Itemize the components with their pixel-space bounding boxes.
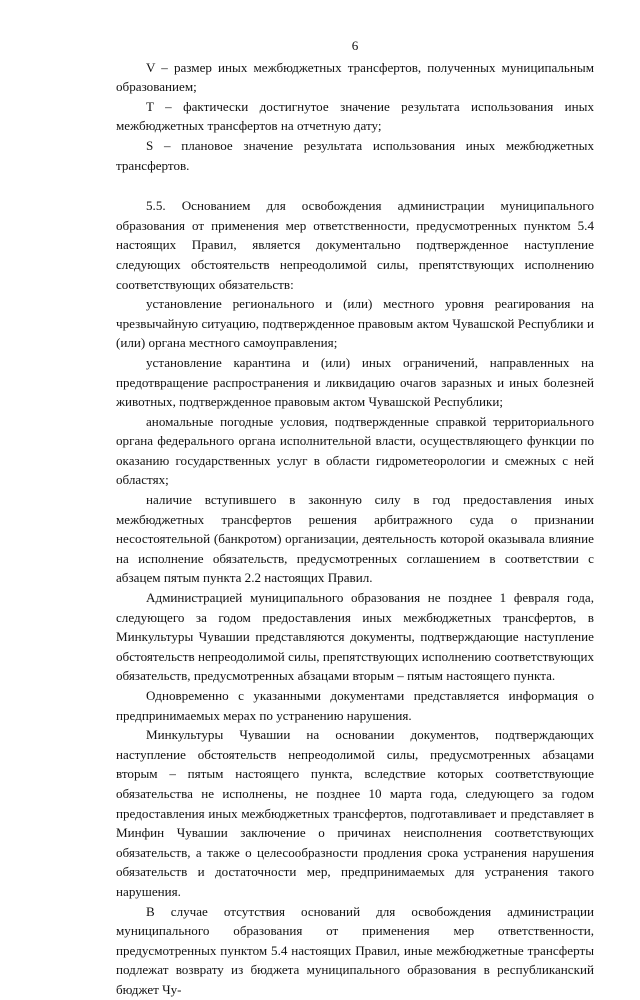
paragraph-ministry-conclusion: Минкультуры Чувашии на основании документов, подтверждающих наступление обстоятельств непреодолимой силы, предусмотренных абзацами вторым – пятым настоящего пункта, вследствие которых соответствующие обязательства не исполнены, не позднее 10 марта года, следующего за годом предоставления иных межбюджетных трансфертов, подготавливает и представляет в Минфин Чувашии заключение о причинах неисполнения соответствующих обязательств, а также о целесообразности продления срока устранения нарушения обязательств и достаточности мер, предпринимаемых для устранения такого нарушения. [116,727,594,899]
clause-item-weather: аномальные погодные условия, подтвержденные справкой территориального органа федерального органа исполнительной власти, осуществляющего функции по оказанию государственных услуг в области гидрометеорологии и смежных с ней областях; [116,413,594,488]
document-page [116,36,594,1000]
clause-item-emergency: установление регионального и (или) местного уровня реагирования на чрезвычайную ситуацию, подтвержденное правовым актом Чувашской Республики и (или) органа местного самоуправления; [116,296,594,351]
page-number: 6 [351,38,359,53]
paragraph-measures-info: Одновременно с указанными документами представляется информация о предпринимаемых мерах по устранению нарушения. [116,688,594,723]
definition-t: T – фактически достигнутое значение результата использования иных межбюджетных трансфертов на отчетную дату; [116,98,594,134]
paragraph-documents-submission: Администрацией муниципального образования не позднее 1 февраля года, следующего за годом предоставления иных межбюджетных трансфертов, в Минкультуры Чувашии представляются документы, подтверждающие наступление обстоятельств непреодолимой силы, препятствующих исполнению соответствующих обязательств, предусмотренных абзацами вторым – пятым настоящего пункта. [116,590,594,684]
clause-item-quarantine: установление карантина и (или) иных ограничений, направленных на предотвращение распространения и ликвидацию очагов заразных и иных болезней животных, подтвержденное правовым актом Чувашской Республики; [116,354,594,410]
definition-v: V – размер иных межбюджетных трансфертов, полученных муниципальным образованием; [116,59,594,95]
paragraph-refund: В случае отсутствия оснований для освобождения администрации муниципального образования от применения мер ответственности, предусмотренных пунктом 5.4 настоящих Правил, иные межбюджетные трансферты подлежат возврату из бюджета муниципального образования в республиканский бюджет Чу- [116,903,594,997]
definition-s: S – плановое значение результата использования иных межбюджетных трансфертов. [116,137,594,173]
section-spacer [116,175,594,196]
clause-5-5-intro: 5.5. Основанием для освобождения администрации муниципального образования от применения мер ответственности, предусмотренных пунктом 5.4 настоящих Правил, является документально подтвержденное наступление следующих обстоятельств непреодолимой силы, препятствующих исполнению соответствующих обязательств: [116,198,594,292]
clause-item-bankruptcy: наличие вступившего в законную силу в год предоставления иных межбюджетных трансфертов решения арбитражного суда о признании несостоятельной (банкротом) организации, деятельность которой оказывала влияние на исполнение обязательств, предусмотренных соглашением в соответствии с абзацем пятым пункта 2.2 настоящих Правил. [116,492,594,586]
